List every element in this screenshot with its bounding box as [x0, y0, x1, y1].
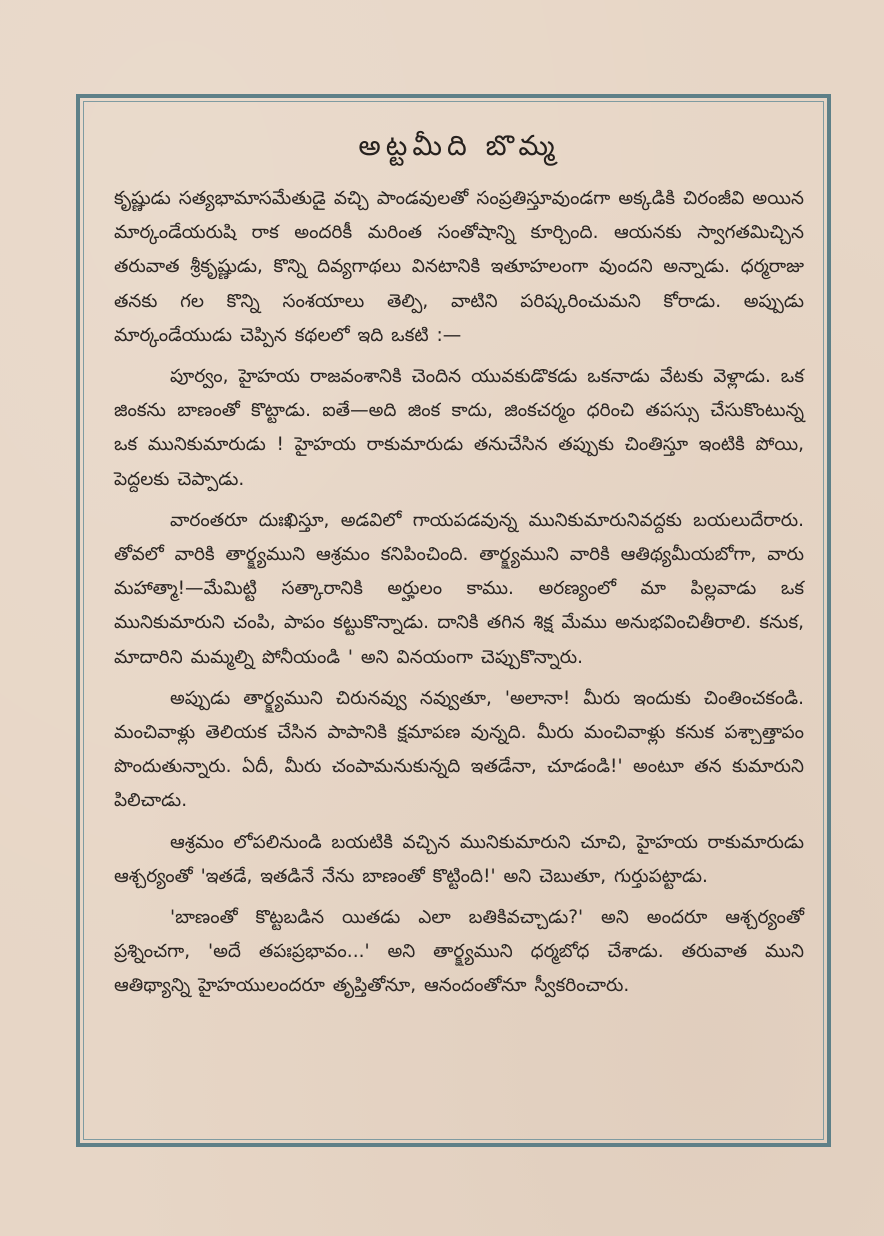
- story-content: [114, 120, 804, 1004]
- story-title: అట్టమీది బొమ్మ: [358, 129, 560, 162]
- story-paragraph-6: 'బాణంతో కొట్టబడిన యితడు ఎలా బతికివచ్చాడు?' అని అందరూ ఆశ్చర్యంతో ప్రశ్నించగా, 'అదే తపఃప్రభావం...' అని తార్క్ష్యముని ధర్మబోధ చేశాడు. తరువాత ముని ఆతిథ్యాన్ని హైహయులందరూ తృప్తితోనూ, ఆనందంతోనూ స్వీకరించారు.: [114, 907, 804, 997]
- story-paragraph-4: అప్పుడు తార్క్ష్యముని చిరునవ్వు నవ్వుతూ, 'అలానా! మీరు ఇందుకు చింతించకండి. మంచివాళ్లు తెలియక చేసిన పాపానికి క్షమాపణ వున్నది. మీరు మంచివాళ్లు కనుక పశ్చాత్తాపం పొందుతున్నారు. ఏదీ, మీరు చంపామనుకున్నది ఇతడేనా, చూడండి!' అంటూ తన కుమారుని పిలిచాడు.: [114, 687, 804, 812]
- story-paragraph-3: వారంతరూ దుఃఖిస్తూ, అడవిలో గాయపడవున్న మునికుమారునివద్దకు బయలుదేరారు. తోవలో వారికి తార్క్ష్యముని ఆశ్రమం కనిపించింది. తార్క్ష్యముని వారికి ఆతిథ్యమీయబోగా, వారు మహాత్మా!—మేమిట్టి సత్కారానికి అర్హులం కాము. అరణ్యంలో మా పిల్లవాడు ఒక మునికుమారుని చంపి, పాపం కట్టుకొన్నాడు. దానికి తగిన శిక్ష మేము అనుభవించితీరాలి. కనుక, మాదారిని మమ్మల్ని పోనీయండి ' అని వినయంగా చెప్పుకొన్నారు.: [114, 509, 804, 668]
- story-paragraph-5: ఆశ్రమం లోపలినుండి బయటికి వచ్చిన మునికుమారుని చూచి, హైహయ రాకుమారుడు ఆశ్చర్యంతో 'ఇతడే, ఇతడినే నేను బాణంతో కొట్టింది!' అని చెబుతూ, గుర్తుపట్టాడు.: [114, 831, 804, 887]
- story-paragraph-1: కృష్ణుడు సత్యభామాసమేతుడై వచ్చి పాండవులతో సంప్రతిస్తూవుండగా అక్కడికి చిరంజీవి అయిన మార్కండేయరుషి రాక అందరికీ మరింత సంతోషాన్ని కూర్చింది. ఆయనకు స్వాగతమిచ్చిన తరువాత శ్రీకృష్ణుడు, కొన్ని దివ్యగాథలు వినటానికి ఇతూహలంగా వుందని అన్నాడు. ధర్మరాజు తనకు గల కొన్ని సంశయాలు తెల్పి, వాటిని పరిష్కరించుమని కోరాడు. అప్పుడు మార్కండేయుడు చెప్పిన కథలలో ఇది ఒకటి :—: [114, 188, 804, 346]
- story-paragraph-2: పూర్వం, హైహయ రాజవంశానికి చెందిన యువకుడొకడు ఒకనాడు వేటకు వెళ్లాడు. ఒక జింకను బాణంతో కొట్టాడు. ఐతే—అది జింక కాదు, జింకచర్మం ధరించి తపస్సు చేసుకొంటున్న ఒక మునికుమారుడు ! హైహయ రాకుమారుడు తనుచేసిన తప్పుకు చింతిస్తూ ఇంటికి పోయి, పెద్దలకు చెప్పాడు.: [114, 366, 804, 490]
